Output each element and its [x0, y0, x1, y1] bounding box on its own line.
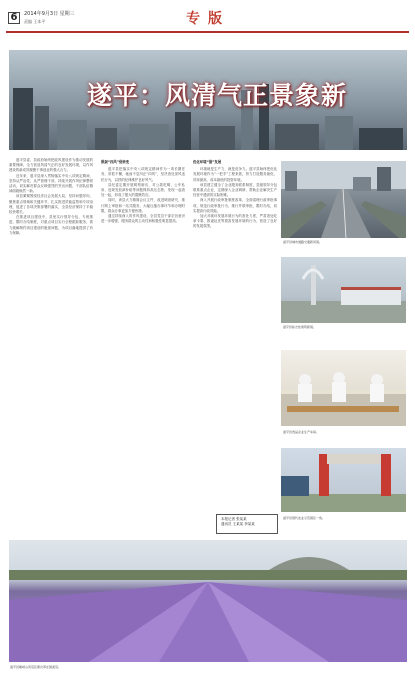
- byline-correspondents: 通讯员 王某某 李某某: [221, 522, 255, 526]
- photo-factory-workers: [281, 350, 406, 426]
- photo-caption: 遂平县标志性建筑新貌。: [283, 325, 317, 329]
- section-title: 专版: [186, 11, 230, 27]
- article-paragraph: 遂平县委、县政府始终把政风建设作为推动发展的重要保障，全力营造风清气正的良好发展环境，以作风建设的新成效凝聚干事创业的强大合力。: [9, 158, 93, 173]
- photo-highway: [281, 161, 406, 238]
- page-number: 6: [8, 12, 20, 24]
- article-paragraph: 环境就是生产力，就是竞争力。遂平县始终把优化发展环境作为“一把手”工程来抓，努力打造服务最优、效率最高、成本最低的投资环境。: [193, 167, 277, 182]
- photo-park-gate: [281, 448, 406, 512]
- photo-lavender-field: [9, 540, 407, 662]
- article-paragraph: 该县紧紧围绕经济社会发展大局，坚持问题导向，聚焦重点领域和关键环节，扎实推进效能监察和专项治理，促进了各项决策部署的落实，全县经济保持了平稳较快增长。: [9, 194, 93, 215]
- photo-caption: 遂平县嵖岈山风景区薰衣草庄园美景。: [10, 665, 62, 669]
- article-column-2: [101, 158, 185, 536]
- article-subhead: 狠刹“四风”促转变: [101, 160, 130, 164]
- hero-cityscape-photo: [9, 50, 407, 150]
- article-column-3: [193, 158, 277, 536]
- article-paragraph: 该县建立健全了企业服务联系制度，县级领导分包联系重点企业，定期深入企业调研，帮助企业解决生产经营中遇到的实际困难。: [193, 182, 277, 198]
- article-paragraph: 通过持续深入的作风建设，全县党员干部宗旨意识进一步增强，服务群众的主动性和积极性明显提高。: [101, 214, 185, 224]
- photo-caption: 遂平县城市道路交通新风貌。: [283, 240, 323, 244]
- article-paragraph: 深入开展行政审批制度改革，全面清理行政审批事项，规范行政审批行为，推行并联审批、限时办结，切实提高行政效能。: [193, 198, 277, 213]
- editor-credit: 责编 王本平: [24, 19, 46, 24]
- photo-caption: 遂平县食品企业生产车间。: [283, 430, 320, 434]
- page-header: [6, 6, 409, 42]
- article-subhead: 优化环境“强”发展: [193, 160, 222, 164]
- issue-date: 2014年9月3日 星期三: [24, 11, 75, 17]
- main-article: [9, 158, 277, 536]
- article-paragraph: 县纪委定期开展明察暗访，对公款吃喝、公车私用、违规发放津补贴等问题保持高压态势，发现一起查处一起，形成了强大的震慑效应。: [101, 182, 185, 198]
- article-paragraph: 遂平县把落实中央八项规定精神作为一项长期任务，常抓不懈，驰而不息纠正“四风”，坚决查处顶风违纪行为，以铁的纪律维护良好风气。: [101, 167, 185, 182]
- hero-title: 遂平：风清气正景象新: [87, 81, 348, 110]
- photo-monument: [281, 257, 406, 323]
- article-paragraph: 近年来，遂平县深入贯彻落实中央八项规定精神，坚持从严治党、从严管理干部，持续开展作风纪律整顿活动，切实解决群众反映强烈的突出问题，干部队伍精神面貌焕然一新。: [9, 173, 93, 194]
- article-column-1: [9, 158, 93, 536]
- byline-reporter: 本报记者 张某某: [221, 517, 247, 521]
- article-paragraph: 同时，该县大力精简会议文件，改进调查研究，推行网上审批和一站式服务，大幅压缩办事环节和办理时限，群众办事更加方便快捷。: [101, 198, 185, 213]
- photo-caption: 遂平县现代农业示范园区一角。: [283, 516, 326, 520]
- article-paragraph: 加大对破坏发展环境行为的查处力度，严肃查处吃拿卡要、推诿扯皮等损害发展环境的行为，营造了良好的发展氛围。: [193, 214, 277, 229]
- byline-box: [216, 514, 278, 534]
- header-rule: [6, 31, 409, 33]
- article-paragraph: 在推进项目建设中，县里实行领导分包、专班推进、限时办结制度，对重点项目实行全程跟踪服务，着力破解制约项目建设的瓶颈问题，为项目落地提供了有力保障。: [9, 215, 93, 235]
